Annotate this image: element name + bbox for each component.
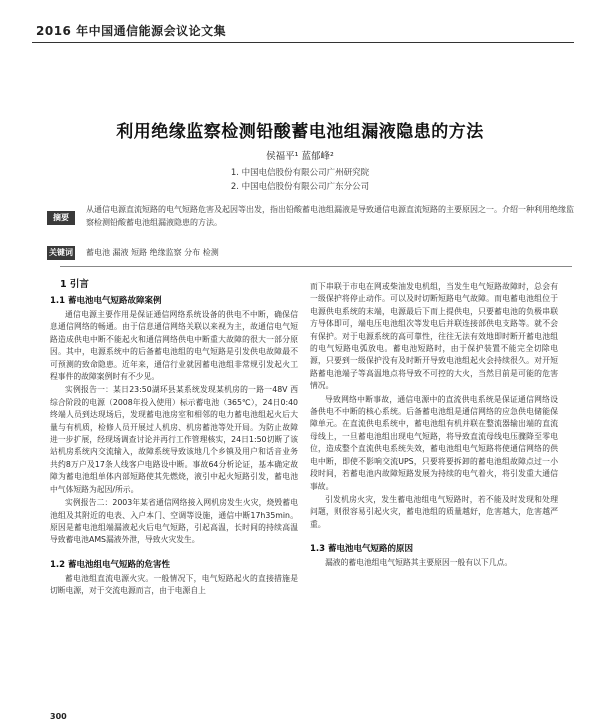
abstract-divider [60,266,572,267]
page-number: 300 [50,712,67,721]
keywords-text: 蓄电池 漏液 短路 绝缘监察 分布 检测 [86,248,219,257]
affiliation-1: 1. 中国电信股份有限公司广州研究院 [230,168,370,178]
section-1-heading: 1 引言 [60,279,89,290]
keywords-label: 关键词 [47,246,75,260]
left-column [50,274,298,599]
abstract-label: 摘要 [47,211,75,225]
paper-title: 利用绝缘监察检测铅酸蓄电池组漏液隐患的方法 [116,122,484,142]
subsection-1-3-heading: 1.3 蓄电池电气短路的原因 [310,544,414,555]
paragraph: 蓄电池组直流电源火灾。一般情况下，电气短路起火的直接措施是切断电源，对于交流电源而言，由于电源自上 [50,573,298,596]
paragraph: 通信电源主要作用是保证通信网络系统设备的供电不中断，确保信息通信网络的畅通。由于信息通信网络关联以来视为主，故通信电气短路造成供电中断不能起火和通信网络供电中断重大故障的很大一部分原因。其中，电源系统中的后备蓄电池组的电气短路是引发供电故障最不可预测的致命隐患。近年来，通信行业就因蓄电池组非常规引发起火工程事件的故障案例时有不少见。 [50,310,298,382]
right-column [310,281,558,571]
paragraph: 而下串联于市电在网或柴油发电机组，当发生电气短路故障时，总会有一级保护将停止动作。可以及时切断短路电气故障。而电蓄电池组位于电源供电系统的末端，电源最后下而上提供电，只要蓄电池的负极串联方导体即可，端电压电池组次等发电后并联连接部供电支路等。就不会有保护。对于电源系统的高可靠性，往往无法有效地即时断开蓄电池组的电气短路电弧放电。蓄电池短路时，由于保护装置不能完全切除电源，只要到一级保护没有及时断开导致电池组起火会持续很久。对开短路蓄电池端子等高温地点将导致不可控的大火，当然目前是可能的危害情况。 [310,282,558,391]
subsection-1-1-heading: 1.1 蓄电池电气短路故障案例 [50,296,162,306]
paragraph: 实例报告二：2003年某省通信网络接入网机房发生火灾，烧毁蓄电池组及其附近的电表、入户本门、空调等设施，通信中断17h35min。原因是蓄电池组端漏液起火后电气短路，引起高温，长时间的持续高温导致蓄电池AMS漏液外泄，导致火灾发生。 [50,498,298,545]
running-header: 2016 年中国通信能源会议论文集 [36,24,227,38]
paragraph: 导致网络中断事故，通信电源中的直流供电系统是保证通信网络设备供电不中断的核心系统。后备蓄电池组是通信网络的应急供电储能保障单元。在直流供电系统中，蓄电池组有机并联在整流器输出端的直流母线上，一旦蓄电池组出现电气短路，将导致直流母线电压骤降至零电位，造成整个直流供电系统失效，蓄电池组电气短路将使通信网络的供电中断，即使不影响交流UPS，只要将要拆卸的蓄电池组故障点过一小段时间，若蓄电池内故障短路发展为持续的电气着火，将引发重大通信事故。 [310,394,558,491]
header-rule [32,42,574,43]
paragraph: 引发机房火灾，发生蓄电池组电气短路时，若不能及时发现和处理问题，则很容易引起火灾，蓄电池组的质量越好，危害越大，危害越严重。 [310,494,558,529]
affiliation-2: 2. 中国电信股份有限公司广东分公司 [230,182,370,192]
abstract-text: 从通信电源直流短路的电气短路危害及起因等出发，指出铅酸蓄电池组漏液是导致通信电源直流短路的主要原因之一。介绍一种利用绝缘监察检测铅酸蓄电池组漏液隐患的方法。 [86,205,574,227]
authors: 侯福平¹ 蓝郁峰² [266,151,334,162]
paragraph: 实例报告一：某日23:50湖环县某系统发现某机房的一路一48V 西综合阶段的电源（2008年投入使用）标示蓄电池（365℃），24日0:40终端人员到达现场后，发现蓄电池房室和相邻的电力蓄电池组起火后大量与有机质，检修人员开展过人机房、机房蓄池等处开局。为防止故障进一步扩展，经现场调查讨论并再行工作管理核实，24日1:50切断了该站机房系统内交流输入，故障系统导致该地几个乡镇及用户和话音业务共约8万户及17条人线客户电路设中断。事故64分析论证，基本确定故障为蓄电池组单体内部短路使其先燃烧，液引中起火短路引发，蓄电池中气体短路为起因/所示。 [50,385,298,494]
paragraph: 漏液的蓄电池组电气短路其主要原因一般有以下几点。 [325,558,513,568]
subsection-1-2-heading: 1.2 蓄电池组电气短路的危害性 [50,559,171,570]
